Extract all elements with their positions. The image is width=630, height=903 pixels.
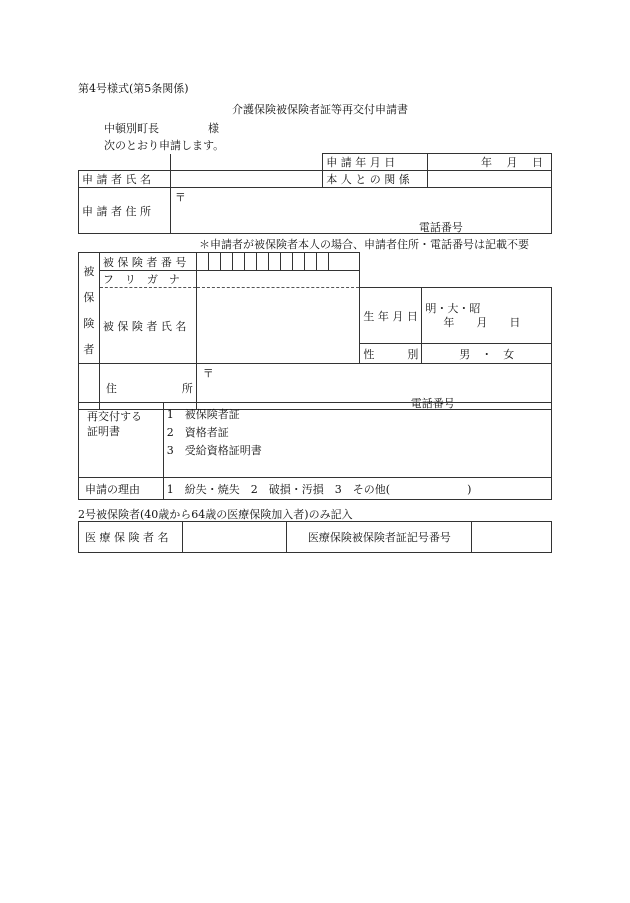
applicant-name-field[interactable] xyxy=(170,171,322,188)
birthdate-field[interactable]: 明・大・昭 年 月 日 xyxy=(422,288,552,344)
phone-label: 電話番号 xyxy=(418,221,463,234)
form-title: 介護保険被保険者証等再交付申請書 xyxy=(232,103,408,116)
relation-label: 本 人 と の 関 係 xyxy=(323,171,428,188)
sex-field[interactable]: 男 ・ 女 xyxy=(422,344,552,364)
form-number: 第4号様式(第5条関係) xyxy=(78,82,189,95)
applicant-note: ＊申請者が被保険者本人の場合、申請者住所・電話番号は記載不要 xyxy=(199,238,529,251)
sex-label: 性 別 xyxy=(360,344,422,364)
blank-cell xyxy=(79,154,171,171)
applicant-table xyxy=(78,153,552,234)
certificate-label: 再交付する 証明書 xyxy=(79,403,164,478)
blank-cell xyxy=(360,253,552,271)
insurer-label: 医 療 保 険 者 名 xyxy=(79,522,183,553)
birthdate-label: 生 年 月 日 xyxy=(360,288,422,344)
insured-side-label: 被 保 険 者 xyxy=(79,253,100,364)
category2-note: 2号被保険者(40歳から64歳の医療保険加入者)のみ記入 xyxy=(78,508,353,521)
insured-address-label: 住 所 xyxy=(99,364,196,410)
insured-name-label: 被 保 険 者 氏 名 xyxy=(99,288,196,364)
certificate-option: 1 被保険者証 xyxy=(166,408,240,421)
blank-cell xyxy=(170,154,322,171)
reason-options[interactable]: 1 紛失・焼失 2 破損・汚損 3 その他( ) xyxy=(163,478,551,500)
intro-text: 次のとおり申請します。 xyxy=(104,139,225,152)
reissue-table xyxy=(78,402,552,500)
certificate-option: 3 受給資格証明書 xyxy=(166,444,262,457)
applicant-address-label: 申 請 者 住 所 xyxy=(79,188,171,234)
furigana-field[interactable] xyxy=(196,271,360,288)
certificate-options[interactable] xyxy=(163,403,551,478)
insured-table xyxy=(78,252,552,410)
blank-cell xyxy=(360,271,552,288)
insured-number-label: 被 保 険 者 番 号 xyxy=(99,253,196,271)
category2-table xyxy=(78,521,552,553)
insurer-field[interactable] xyxy=(182,522,287,553)
applicant-address-field[interactable] xyxy=(170,188,551,234)
relation-field[interactable] xyxy=(428,171,552,188)
insured-name-field[interactable] xyxy=(196,288,360,364)
application-date-field[interactable]: 年 月 日 xyxy=(428,154,552,171)
cert-number-label: 医療保険被保険者証記号番号 xyxy=(287,522,472,553)
furigana-label: フ リ ガ ナ xyxy=(99,271,196,288)
cert-number-field[interactable] xyxy=(472,522,552,553)
certificate-option: 2 資格者証 xyxy=(166,426,229,439)
insured-number-field[interactable] xyxy=(196,253,360,271)
reason-label: 申請の理由 xyxy=(79,478,164,500)
postal-mark: 〒 xyxy=(202,367,214,380)
phone-label: 電話番号 xyxy=(410,397,455,410)
recipient: 中頓別町長 xyxy=(104,122,159,135)
applicant-name-label: 申 請 者 氏 名 xyxy=(79,171,171,188)
postal-mark: 〒 xyxy=(174,191,186,204)
recipient-suffix: 様 xyxy=(208,122,219,135)
application-date-label: 申 請 年 月 日 xyxy=(323,154,428,171)
